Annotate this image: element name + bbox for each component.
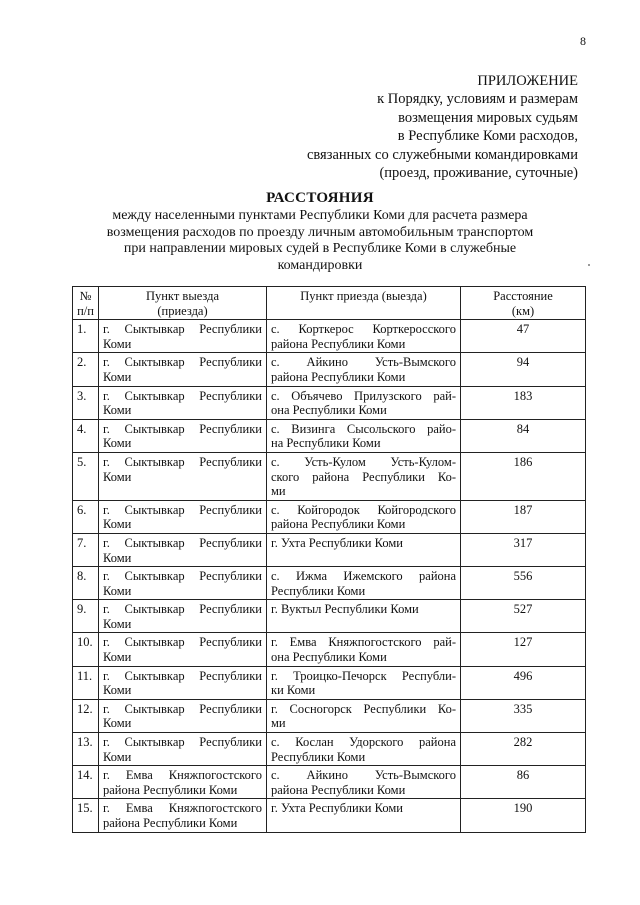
- table-row: [73, 600, 586, 633]
- cell-text-line: с. Усть-Кулом Усть-Кулом-: [271, 454, 456, 469]
- appendix-block: [248, 72, 578, 182]
- row-number: 2.: [73, 353, 99, 386]
- distance-km: 127: [461, 633, 586, 666]
- table-row: [73, 766, 586, 799]
- subtitle-line: возмещения расходов по проезду личным автомобильным транспортом: [106, 224, 534, 240]
- page-number: 8: [580, 34, 586, 48]
- appendix-line: в Республике Коми расходов,: [397, 128, 578, 145]
- row-number: 3.: [73, 386, 99, 419]
- arrival-point: [267, 633, 461, 666]
- appendix-line: к Порядку, условиям и размерам: [377, 91, 578, 108]
- subtitle-line: командировки: [277, 257, 363, 273]
- table-row: [73, 799, 586, 832]
- distance-km: 190: [461, 799, 586, 832]
- arrival-point: [267, 452, 461, 500]
- table-header-row: [73, 287, 586, 320]
- departure-point: [99, 567, 267, 600]
- departure-point: [99, 799, 267, 832]
- cell-text-line: г. Сосногорск Республики Ко-: [271, 701, 456, 716]
- cell-text-line: г. Вуктыл Республики Коми: [271, 602, 419, 617]
- cell-text-line: она Республики Коми: [271, 650, 387, 665]
- cell-text-line: г. Емва Княжпогостского: [103, 768, 262, 783]
- table-row: [73, 633, 586, 666]
- arrival-point: [267, 799, 461, 832]
- document-title: РАССТОЯНИЯ: [266, 190, 374, 206]
- distance-km: 317: [461, 533, 586, 566]
- cell-text-line: ки Коми: [271, 683, 316, 698]
- arrival-point: [267, 666, 461, 699]
- arrival-point: [267, 353, 461, 386]
- row-number: 7.: [73, 533, 99, 566]
- departure-point: [99, 666, 267, 699]
- cell-text-line: с. Кослан Удорского района: [271, 735, 456, 750]
- header-num: № п/п: [73, 287, 99, 320]
- table-row: [73, 567, 586, 600]
- table-body: [73, 320, 586, 832]
- row-number: 1.: [73, 320, 99, 353]
- cell-text-line: с. Айкино Усть-Вымского: [271, 355, 456, 370]
- cell-text-line: г. Ухта Республики Коми: [271, 801, 403, 816]
- cell-text-line: Коми: [103, 369, 132, 384]
- distance-km: 527: [461, 600, 586, 633]
- cell-text-line: Коми: [103, 583, 132, 598]
- appendix-line: связанных со служебными командировками: [306, 146, 578, 163]
- distance-km: 187: [461, 500, 586, 533]
- table-row: [73, 533, 586, 566]
- cell-text-line: г. Сыктывкар Республики: [103, 355, 262, 370]
- cell-text-line: Республики Коми: [271, 749, 366, 764]
- cell-text-line: ми: [271, 716, 286, 731]
- cell-text-line: г. Сыктывкар Республики: [103, 569, 262, 584]
- cell-text-line: Коми: [103, 650, 132, 665]
- cell-text-line: района Республики Коми: [271, 517, 406, 532]
- cell-text-line: г. Сыктывкар Республики: [103, 535, 262, 550]
- departure-point: [99, 533, 267, 566]
- cell-text-line: района Республики Коми: [271, 336, 406, 351]
- departure-point: [99, 699, 267, 732]
- cell-text-line: она Республики Коми: [271, 403, 387, 418]
- row-number: 4.: [73, 419, 99, 452]
- arrival-point: [267, 567, 461, 600]
- header-from: Пункт выезда (приезда): [99, 287, 267, 320]
- row-number: 6.: [73, 500, 99, 533]
- cell-text-line: с. Объячево Прилузского рай-: [271, 388, 456, 403]
- distance-km: 496: [461, 666, 586, 699]
- cell-text-line: с. Визинга Сысольского райо-: [271, 421, 456, 436]
- document-subtitle: [80, 208, 560, 274]
- cell-text-line: района Республики Коми: [103, 782, 238, 797]
- cell-text-line: района Республики Коми: [271, 369, 406, 384]
- cell-text-line: Коми: [103, 616, 132, 631]
- appendix-line: (проезд, проживание, суточные): [379, 165, 578, 182]
- departure-point: [99, 452, 267, 500]
- row-number: 14.: [73, 766, 99, 799]
- departure-point: [99, 353, 267, 386]
- cell-text-line: Коми: [103, 436, 132, 451]
- table-row: [73, 452, 586, 500]
- cell-text-line: Коми: [103, 550, 132, 565]
- distance-table: [72, 286, 586, 833]
- cell-text-line: района Республики Коми: [271, 782, 406, 797]
- cell-text-line: на Республики Коми: [271, 436, 381, 451]
- arrival-point: [267, 419, 461, 452]
- arrival-point: [267, 733, 461, 766]
- distance-km: 94: [461, 353, 586, 386]
- cell-text-line: г. Сыктывкар Республики: [103, 454, 262, 469]
- cell-text-line: г. Сыктывкар Республики: [103, 701, 262, 716]
- row-number: 15.: [73, 799, 99, 832]
- distance-km: 86: [461, 766, 586, 799]
- table-row: [73, 386, 586, 419]
- distance-km: 186: [461, 452, 586, 500]
- cell-text-line: Коми: [103, 517, 132, 532]
- table-row: [73, 699, 586, 732]
- departure-point: [99, 733, 267, 766]
- row-number: 12.: [73, 699, 99, 732]
- cell-text-line: г. Емва Княжпогостского рай-: [271, 635, 456, 650]
- cell-text-line: Коми: [103, 749, 132, 764]
- cell-text-line: г. Сыктывкар Республики: [103, 322, 262, 337]
- cell-text-line: г. Сыктывкар Республики: [103, 668, 262, 683]
- distance-km: 183: [461, 386, 586, 419]
- cell-text-line: ского района Республики Ко-: [271, 469, 456, 484]
- cell-text-line: г. Троицко-Печорск Республи-: [271, 668, 456, 683]
- cell-text-line: Коми: [103, 336, 132, 351]
- cell-text-line: Коми: [103, 683, 132, 698]
- departure-point: [99, 633, 267, 666]
- distance-km: 47: [461, 320, 586, 353]
- subtitle-line: между населенными пунктами Республики Коми для расчета размера: [112, 208, 528, 223]
- header-km: Расстояние (км): [461, 287, 586, 320]
- appendix-line: возмещения мировых судьям: [398, 109, 578, 126]
- table-row: [73, 500, 586, 533]
- departure-point: [99, 320, 267, 353]
- distance-km: 335: [461, 699, 586, 732]
- cell-text-line: с. Корткерос Корткеросского: [271, 322, 456, 337]
- arrival-point: [267, 766, 461, 799]
- table-row: [73, 733, 586, 766]
- row-number: 9.: [73, 600, 99, 633]
- cell-text-line: района Республики Коми: [103, 816, 238, 830]
- arrival-point: [267, 699, 461, 732]
- row-number: 13.: [73, 733, 99, 766]
- cell-text-line: г. Сыктывкар Республики: [103, 388, 262, 403]
- row-number: 5.: [73, 452, 99, 500]
- appendix-title: ПРИЛОЖЕНИЕ: [477, 73, 578, 89]
- cell-text-line: с. Ижма Ижемского района: [271, 569, 456, 584]
- cell-text-line: г. Ухта Республики Коми: [271, 535, 403, 550]
- cell-text-line: г. Емва Княжпогостского: [103, 801, 262, 816]
- table-row: [73, 419, 586, 452]
- departure-point: [99, 766, 267, 799]
- cell-text-line: Коми: [103, 469, 132, 484]
- departure-point: [99, 500, 267, 533]
- cell-text-line: г. Сыктывкар Республики: [103, 735, 262, 750]
- arrival-point: [267, 600, 461, 633]
- departure-point: [99, 386, 267, 419]
- scan-speck: [588, 264, 590, 266]
- cell-text-line: Коми: [103, 403, 132, 418]
- row-number: 11.: [73, 666, 99, 699]
- arrival-point: [267, 500, 461, 533]
- row-number: 8.: [73, 567, 99, 600]
- cell-text-line: Республики Коми: [271, 583, 366, 598]
- cell-text-line: г. Сыктывкар Республики: [103, 635, 262, 650]
- cell-text-line: г. Сыктывкар Республики: [103, 421, 262, 436]
- arrival-point: [267, 320, 461, 353]
- departure-point: [99, 419, 267, 452]
- subtitle-line: при направлении мировых судей в Республике Коми в служебные: [123, 241, 517, 256]
- cell-text-line: с. Койгородок Койгородского: [271, 502, 456, 517]
- table-row: [73, 320, 586, 353]
- row-number: 10.: [73, 633, 99, 666]
- table-row: [73, 353, 586, 386]
- cell-text-line: Коми: [103, 716, 132, 731]
- distance-km: 556: [461, 567, 586, 600]
- cell-text-line: ми: [271, 484, 286, 499]
- departure-point: [99, 600, 267, 633]
- table-row: [73, 666, 586, 699]
- cell-text-line: г. Сыктывкар Республики: [103, 502, 262, 517]
- cell-text-line: г. Сыктывкар Республики: [103, 602, 262, 617]
- cell-text-line: с. Айкино Усть-Вымского: [271, 768, 456, 783]
- arrival-point: [267, 533, 461, 566]
- distance-km: 282: [461, 733, 586, 766]
- distance-km: 84: [461, 419, 586, 452]
- header-to: Пункт приезда (выезда): [267, 287, 461, 320]
- arrival-point: [267, 386, 461, 419]
